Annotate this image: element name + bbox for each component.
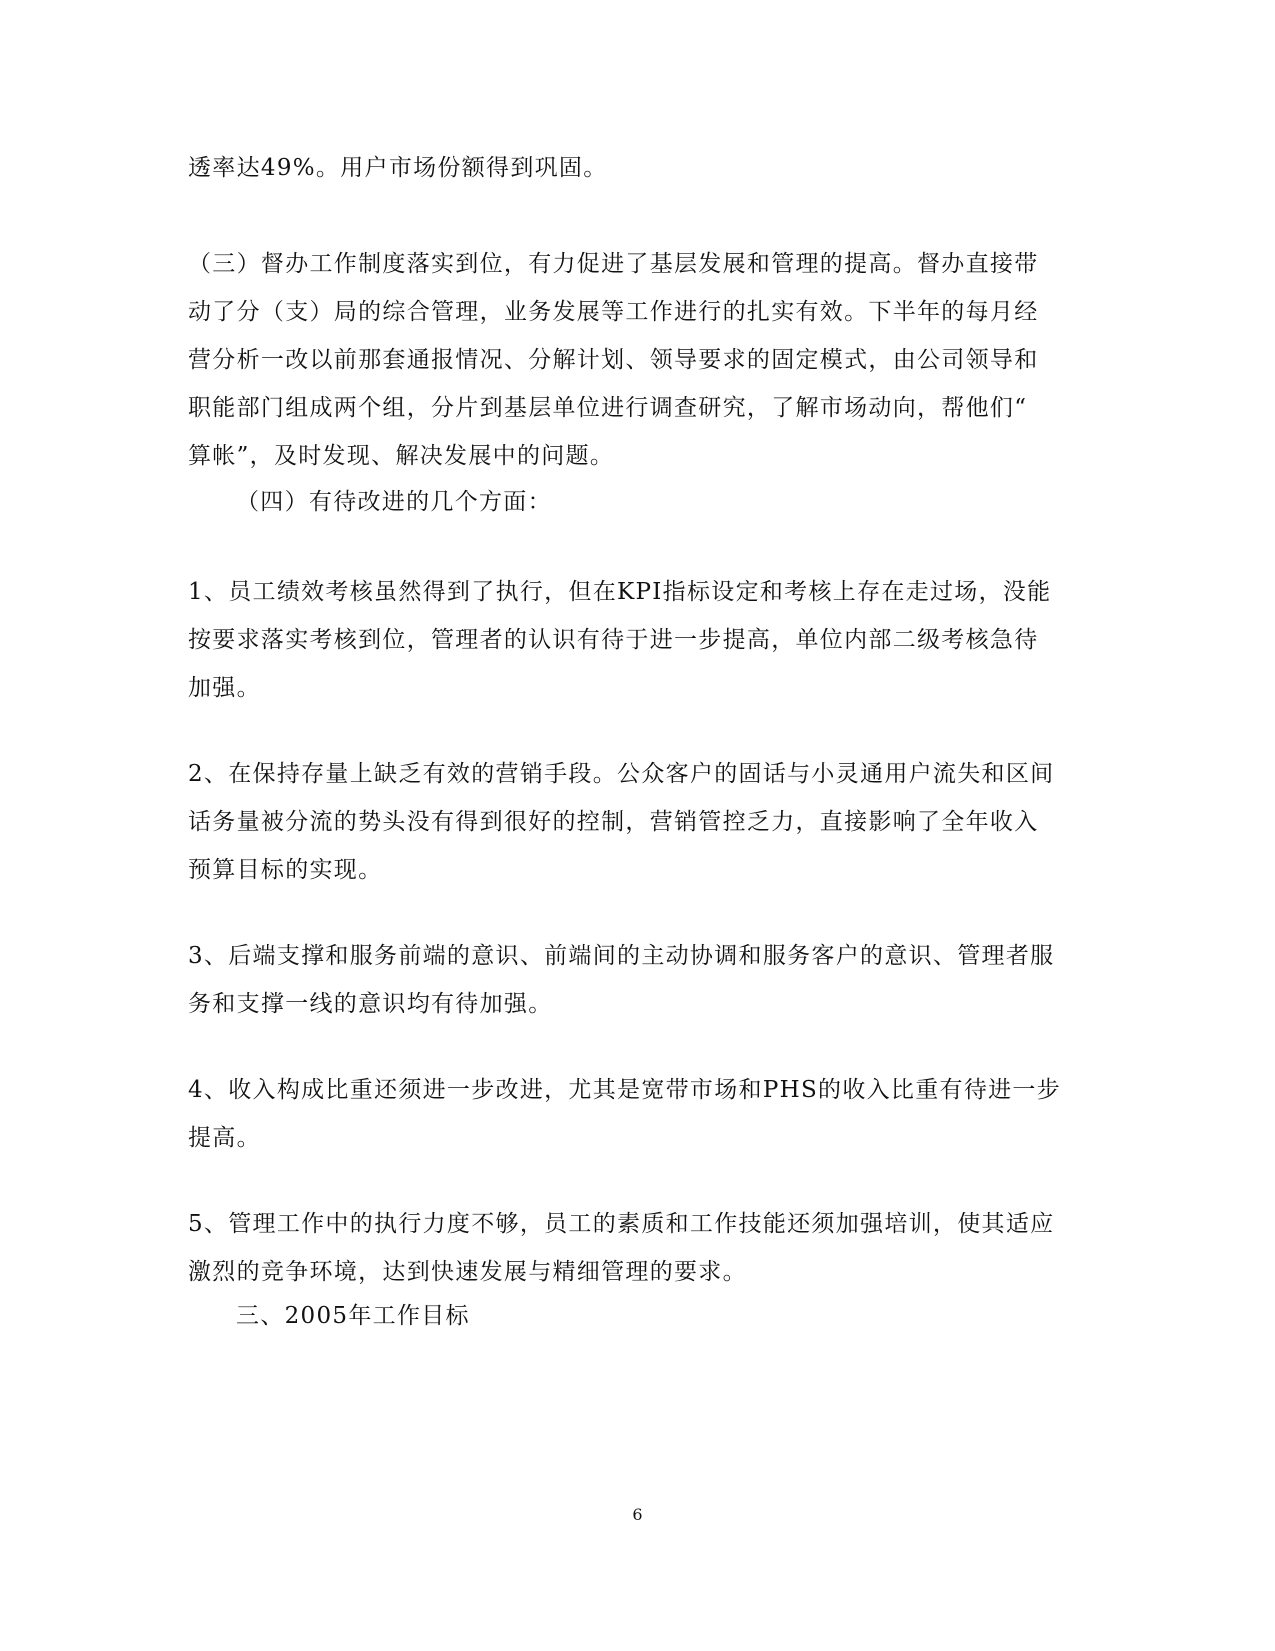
text-line: 4、收入构成比重还须进一步改进，尤其是宽带市场和PHS的收入比重有待进一步 [188, 1077, 1062, 1103]
text-line: 1、员工绩效考核虽然得到了执行，但在KPI指标设定和考核上存在走过场，没能 [188, 579, 1052, 605]
text-line: 2、在保持存量上缺乏有效的营销手段。公众客户的固话与小灵通用户流失和区间 [188, 761, 1055, 787]
text-line: （三）督办工作制度落实到位，有力促进了基层发展和管理的提高。督办直接带 [188, 251, 1039, 277]
section-heading: （四）有待改进的几个方面： [236, 489, 552, 515]
text-line: 营分析一改以前那套通报情况、分解计划、领导要求的固定模式，由公司领导和 [188, 347, 1039, 373]
text-line: 3、后端支撑和服务前端的意识、前端间的主动协调和服务客户的意识、管理者服 [188, 943, 1055, 969]
text-line: 透率达49%。用户市场份额得到巩固。 [188, 155, 608, 181]
text-line: 5、管理工作中的执行力度不够，员工的素质和工作技能还须加强培训，使其适应 [188, 1211, 1055, 1237]
text-line: 务和支撑一线的意识均有待加强。 [188, 991, 553, 1017]
paragraph-intro [188, 144, 1078, 192]
paragraph-section-three-heading [188, 1292, 1078, 1340]
text-line: 激烈的竞争环境，达到快速发展与精细管理的要求。 [188, 1259, 747, 1285]
text-line: 话务量被分流的势头没有得到很好的控制，营销管控乏力，直接影响了全年收入 [188, 809, 1039, 835]
text-line: 提高。 [188, 1125, 261, 1151]
text-line: 按要求落实考核到位，管理者的认识有待于进一步提高，单位内部二级考核急待 [188, 627, 1039, 653]
paragraph-section-4-heading [188, 478, 1078, 526]
paragraph-item-2 [188, 750, 1078, 894]
paragraph-item-3 [188, 932, 1078, 1028]
text-line: 职能部门组成两个组，分片到基层单位进行调查研究，了解市场动向，帮他们“ [188, 395, 1028, 421]
paragraph-item-4 [188, 1066, 1078, 1162]
text-line: 动了分（支）局的综合管理，业务发展等工作进行的扎实有效。下半年的每月经 [188, 299, 1039, 325]
text-line: 加强。 [188, 675, 261, 701]
section-heading: 三、2005年工作目标 [236, 1303, 470, 1329]
page-number: 6 [632, 1505, 643, 1524]
text-line: 算帐”，及时发现、解决发展中的问题。 [188, 443, 615, 469]
paragraph-item-5 [188, 1200, 1078, 1296]
text-line: 预算目标的实现。 [188, 857, 383, 883]
paragraph-section-3 [188, 240, 1078, 480]
paragraph-item-1 [188, 568, 1078, 712]
